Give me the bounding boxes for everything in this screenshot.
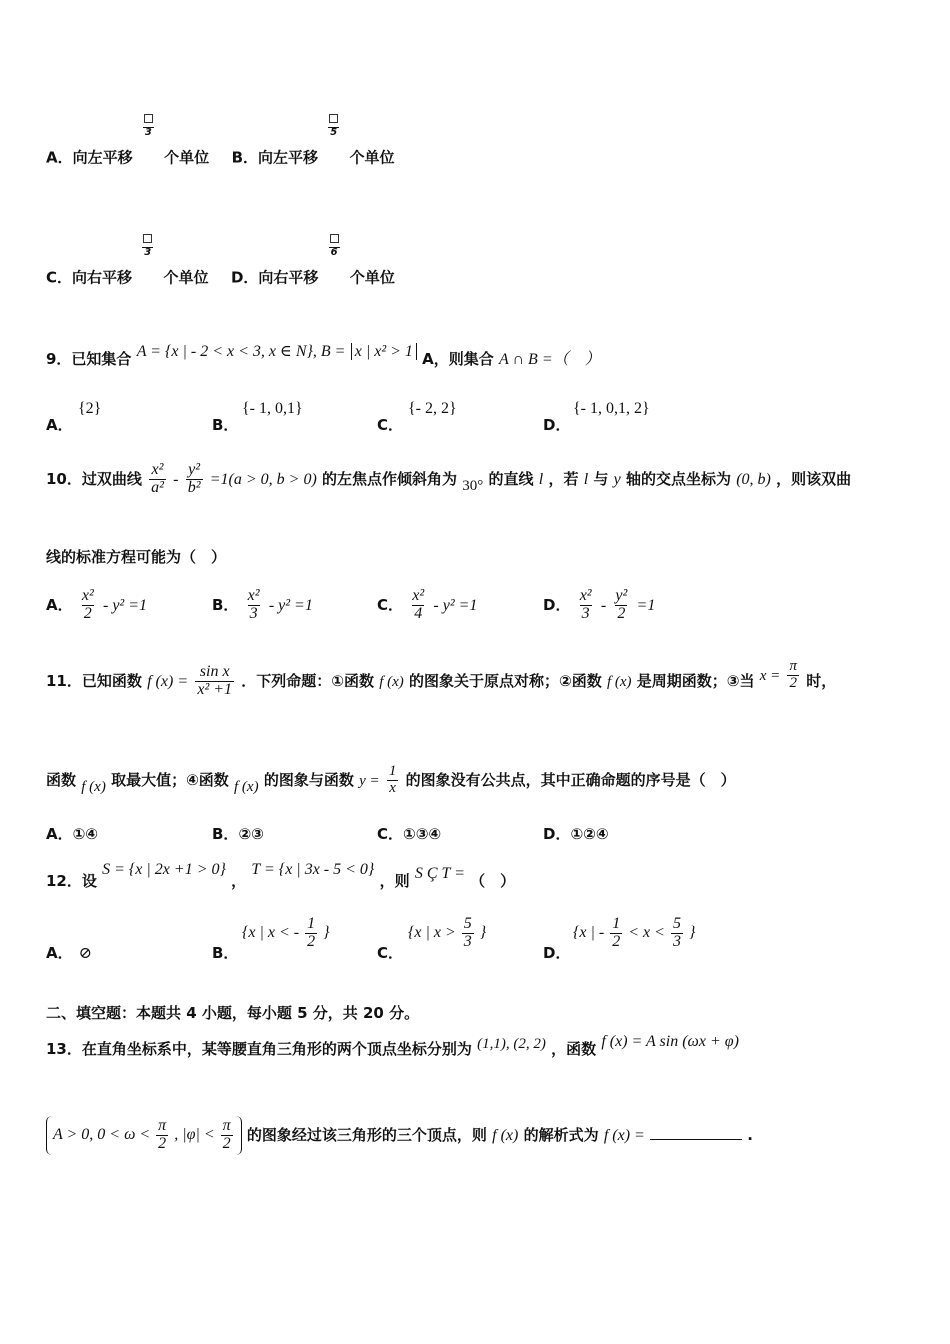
q8-option-d-fraction — [328, 234, 341, 258]
q12-option-d-label: D． — [543, 944, 571, 962]
q10-option-d-rest: =1 — [636, 596, 656, 614]
q8-option-c-fraction — [141, 234, 154, 258]
q10-fraction-y-den: b² — [187, 478, 201, 496]
q12-option-b-pre: {x | x < - — [242, 923, 300, 941]
q13-text-1: ，函数 — [551, 1040, 597, 1058]
q11-pi-num: π — [789, 658, 797, 675]
q12-option-d-value — [573, 916, 695, 951]
q11-line-2-d: 的图象没有公共点，其中正确命题的序号是（ ） — [405, 770, 736, 789]
q9-option-c-label: C． — [377, 416, 404, 434]
q9-option-a-value: {2} — [78, 400, 102, 417]
q12-option-d-den-2: 3 — [672, 932, 681, 950]
q13-pi-num-2: π — [222, 1117, 231, 1134]
q11-text-2: 的图象关于原点对称；②函数 — [409, 671, 602, 690]
q11-reciprocal-num: 1 — [388, 763, 397, 779]
q12-option-d-num-2: 5 — [672, 915, 681, 932]
q8-option-b-unit: 个单位 — [349, 148, 395, 167]
q11-number: 11．已知函数 — [46, 671, 142, 690]
q13-number: 13．在直角坐标系中，某等腰直角三角形的两个顶点坐标分别为 — [46, 1040, 472, 1058]
q11-option-c-value: ①③④ — [403, 825, 442, 843]
q8-option-a-unit: 个单位 — [164, 148, 210, 167]
q10-angle: 30° — [462, 477, 484, 494]
q8-option-d-unit: 个单位 — [349, 268, 395, 287]
q12-option-c-fraction — [462, 916, 474, 951]
q12-option-b-fraction — [305, 916, 317, 951]
q13-answer-blank[interactable] — [650, 1125, 742, 1140]
q10-text-4: 与 — [593, 469, 609, 488]
q10-text-5: 轴的交点坐标为 — [625, 469, 731, 488]
q9-set-a: A = {x | - 2 < x < 3, x ∈ N}, B = — [136, 343, 346, 360]
q9-option-c-value: {- 2, 2} — [408, 400, 457, 417]
q10-option-a-rest: - y² =1 — [102, 596, 148, 614]
q13-pi-den-1: 2 — [158, 1134, 167, 1152]
q9-option-b-label: B． — [212, 416, 239, 434]
q10-option-c-label: C． — [377, 595, 404, 614]
q9-set-b — [351, 343, 417, 360]
q10-fraction-x-num: x² — [151, 461, 164, 478]
missing-glyph-icon — [143, 234, 152, 243]
q12-option-b-num: 1 — [307, 915, 316, 932]
missing-glyph-icon — [329, 114, 338, 123]
q12-number: 12．设 — [46, 872, 97, 890]
q12-option-a-value: ⊘ — [78, 945, 93, 962]
q12-option-c-label: C． — [377, 944, 404, 962]
q13-end: . — [747, 1125, 753, 1144]
q10-y-axis: y — [613, 470, 621, 488]
q12-option-c[interactable] — [377, 942, 403, 963]
q8-option-a-fraction-den: 3 — [144, 126, 152, 138]
q11-reciprocal-fraction — [387, 764, 399, 797]
q9-option-d[interactable] — [543, 414, 570, 435]
q12-comma: ， — [231, 872, 247, 890]
q10-option-c-num: x² — [412, 587, 425, 604]
q10-text-6: ，则该双曲 — [776, 469, 852, 488]
q13-fx: f (x) — [492, 1126, 519, 1144]
q8-option-a-fraction-num — [142, 114, 155, 127]
q8-option-c-unit: 个单位 — [163, 268, 209, 287]
q8-option-d-fraction-num — [328, 234, 341, 247]
q11-function: f (x) = — [147, 672, 189, 690]
q11-fx-1: f (x) — [379, 673, 404, 690]
q9-expression: A ∩ B =（ ） — [499, 351, 601, 368]
q9-options — [46, 400, 906, 436]
q11-fx-2: f (x) — [606, 673, 632, 690]
q10-point: (0, b) — [736, 470, 771, 488]
q10-text-3: ，若 — [548, 469, 579, 488]
q10-minus: - — [173, 470, 179, 488]
missing-glyph-icon — [144, 114, 153, 123]
q12-option-d-mid: < x < — [628, 923, 665, 941]
q10-condition: =1(a > 0, b > 0) — [209, 470, 317, 488]
q10-line-l-2: l — [583, 470, 589, 488]
q11-option-d-label: D． — [543, 825, 571, 843]
q9-option-b[interactable] — [212, 414, 238, 435]
q12-option-c-num: 5 — [463, 915, 472, 932]
q8-option-a-label: A．向左平移 — [46, 148, 133, 167]
q9-option-d-value: {- 1, 0,1, 2} — [573, 400, 650, 417]
q8-option-c-fraction-den: 3 — [144, 246, 152, 258]
q11-option-c-label: C． — [377, 825, 404, 843]
q10-option-a-num: x² — [81, 587, 94, 604]
q11-stem-line-2 — [46, 764, 736, 797]
q8-option-b-fraction-num — [327, 114, 340, 127]
q8-row-cd — [46, 246, 395, 290]
q8-option-c-fraction-num — [141, 234, 154, 247]
q11-fraction-num: sin x — [199, 663, 230, 680]
q11-option-b-value: ②③ — [238, 825, 264, 843]
q10-option-c[interactable] — [377, 588, 477, 623]
q10-stem — [46, 462, 851, 497]
q10-option-b-rest: - y² =1 — [268, 596, 313, 614]
q12-option-d[interactable] — [543, 942, 570, 963]
q10-option-c-fraction — [410, 588, 426, 623]
q10-text-1: 的左焦点作倾斜角为 — [322, 469, 458, 488]
q10-option-b-num: x² — [247, 587, 260, 604]
section-2-heading: 二、填空题：本题共 4 小题，每小题 5 分，共 20 分。 — [46, 1004, 420, 1022]
q12-option-d-num-1: 1 — [612, 915, 621, 932]
q12-option-b-value — [242, 916, 330, 951]
q9-option-a-label: A． — [46, 416, 73, 434]
q12-option-c-post: } — [479, 923, 487, 941]
q10-option-b-label: B． — [212, 595, 239, 614]
q11-line-2-c: 的图象与函数 — [263, 770, 354, 789]
q11-option-d-value: ①②④ — [570, 825, 609, 843]
q10-option-d[interactable] — [543, 588, 655, 623]
q12-expression: S Ç T = — [414, 865, 465, 882]
q10-fraction-y-num: y² — [188, 461, 201, 478]
q11-pi-fraction — [787, 659, 799, 692]
q11-text-3: 是周期函数；③当 — [636, 671, 755, 690]
q13-pi-den-2: 2 — [222, 1134, 231, 1152]
q10-fraction-x-den: a² — [151, 478, 164, 496]
q9-number: 9．已知集合 — [46, 350, 132, 368]
q11-text-4: 时， — [806, 671, 837, 690]
q12-option-b[interactable] — [212, 942, 238, 963]
missing-glyph-icon — [330, 234, 339, 243]
q11-stem — [46, 658, 837, 699]
q11-options — [46, 823, 906, 845]
q11-fraction — [195, 664, 234, 699]
q10-options — [46, 584, 906, 630]
q11-fx-4: f (x) — [234, 778, 259, 795]
q12-option-a[interactable] — [46, 942, 92, 963]
q9-set-b-body: x | x² > 1 — [354, 343, 413, 360]
q12-option-d-den-1: 2 — [612, 932, 621, 950]
q11-y-equals: y = — [359, 772, 380, 789]
q10-line-l-1: l — [538, 470, 544, 488]
q13-text-3: 的解析式为 — [523, 1125, 599, 1144]
q11-reciprocal-den: x — [389, 779, 396, 796]
q13-pi-fraction-1 — [156, 1118, 168, 1153]
q8-option-a-fraction — [142, 114, 155, 138]
q10-option-d-num-1: x² — [579, 587, 592, 604]
q10-option-d-label: D． — [543, 595, 571, 614]
q11-option-a[interactable] — [46, 823, 98, 844]
q13-fx-answer: f (x) = — [603, 1126, 645, 1144]
q12-option-c-value — [408, 916, 486, 951]
q11-option-b-label: B． — [212, 825, 239, 843]
q10-option-c-rest: - y² =1 — [433, 596, 478, 614]
q11-x-equals: x = — [759, 667, 781, 684]
q10-fraction-y — [186, 462, 203, 497]
q10-stem-line-2: 线的标准方程可能为（ ） — [46, 548, 227, 566]
q11-option-d[interactable] — [543, 823, 609, 844]
q11-line-2-a: 函数 — [46, 770, 77, 789]
q11-option-a-label: A． — [46, 825, 73, 843]
q11-line-2-b: 取最大值；④函数 — [111, 770, 229, 789]
q12-option-d-fraction-2 — [671, 916, 683, 951]
q10-option-b-den: 3 — [249, 604, 258, 622]
q12-option-b-label: B． — [212, 944, 239, 962]
q8-option-c-label: C．向右平移 — [46, 268, 133, 287]
q12-option-d-fraction-1 — [610, 916, 622, 951]
q13-pi-fraction-2 — [221, 1118, 233, 1153]
q11-text-1: ．下列命题：①函数 — [241, 671, 374, 690]
q8-row-ab — [46, 126, 395, 170]
q12-then: ，则 — [379, 872, 410, 890]
q10-option-d-fraction-1 — [578, 588, 594, 623]
q11-pi-den: 2 — [789, 674, 797, 691]
q12-option-d-post: } — [688, 923, 696, 941]
q9-option-a[interactable] — [46, 414, 73, 435]
q12-option-b-post: } — [323, 923, 330, 941]
q12-option-d-pre: {x | - — [573, 923, 605, 941]
q10-option-d-fraction-2 — [613, 588, 629, 623]
q11-fx-3: f (x) — [81, 778, 106, 795]
q9-option-c[interactable] — [377, 414, 403, 435]
q11-option-a-value: ①④ — [72, 825, 99, 843]
q10-option-c-den: 4 — [414, 604, 423, 622]
q11-option-c[interactable] — [377, 823, 441, 844]
q13-condition — [46, 1116, 242, 1155]
q10-option-d-den-1: 3 — [581, 604, 590, 622]
q8-option-d-fraction-den: 6 — [330, 246, 338, 258]
q13-points: (1,1), (2, 2) — [477, 1036, 546, 1052]
q10-option-d-den-2: 2 — [617, 604, 626, 622]
q11-fraction-den: x² +1 — [197, 680, 233, 698]
q12-option-b-den: 2 — [307, 932, 316, 950]
q9-stem — [46, 343, 601, 369]
q13-function: f (x) = A sin (ωx + φ) — [601, 1033, 739, 1050]
q12-set-s: S = {x | 2x +1 > 0} — [102, 861, 226, 878]
q10-option-a-label: A． — [46, 595, 73, 614]
q10-option-a-fraction — [80, 588, 96, 623]
q12-option-a-label: A． — [46, 944, 73, 962]
q12-option-c-pre: {x | x > — [408, 923, 456, 941]
q10-fraction-x — [149, 462, 166, 497]
q10-number: 10．过双曲线 — [46, 469, 142, 488]
q8-option-b-fraction — [327, 114, 340, 138]
q12-paren: （ ） — [470, 872, 516, 890]
q8-option-b-fraction-den: 5 — [330, 126, 338, 138]
q10-option-d-num-2: y² — [615, 587, 628, 604]
q9-then: A，则集合 — [422, 350, 494, 368]
q10-option-a-den: 2 — [83, 604, 92, 622]
q12-options — [46, 916, 906, 964]
q10-option-d-minus: - — [600, 596, 607, 614]
q9-option-b-value: {- 1, 0,1} — [242, 400, 303, 417]
q10-text-2: 的直线 — [488, 469, 534, 488]
q13-text-2: 的图象经过该三角形的三个顶点，则 — [246, 1125, 487, 1144]
q13-pi-num-1: π — [158, 1117, 167, 1134]
q10-option-b-fraction — [246, 588, 262, 623]
q12-option-c-den: 3 — [463, 932, 472, 950]
q11-option-b[interactable] — [212, 823, 264, 844]
q12-set-t: T = {x | 3x - 5 < 0} — [251, 861, 375, 878]
q13-stem — [46, 1033, 739, 1059]
q10-option-a[interactable] — [46, 588, 147, 623]
q8-option-d-label: D．向右平移 — [230, 268, 319, 287]
q12-stem — [46, 861, 516, 891]
q8-option-b-label: B．向左平移 — [231, 148, 319, 167]
q13-condition-mid: , |φ| < — [174, 1125, 215, 1143]
q13-condition-pre: A > 0, 0 < ω < — [53, 1125, 151, 1143]
q9-option-d-label: D． — [543, 416, 571, 434]
q10-option-b[interactable] — [212, 588, 313, 623]
q13-stem-line-2 — [46, 1116, 753, 1155]
